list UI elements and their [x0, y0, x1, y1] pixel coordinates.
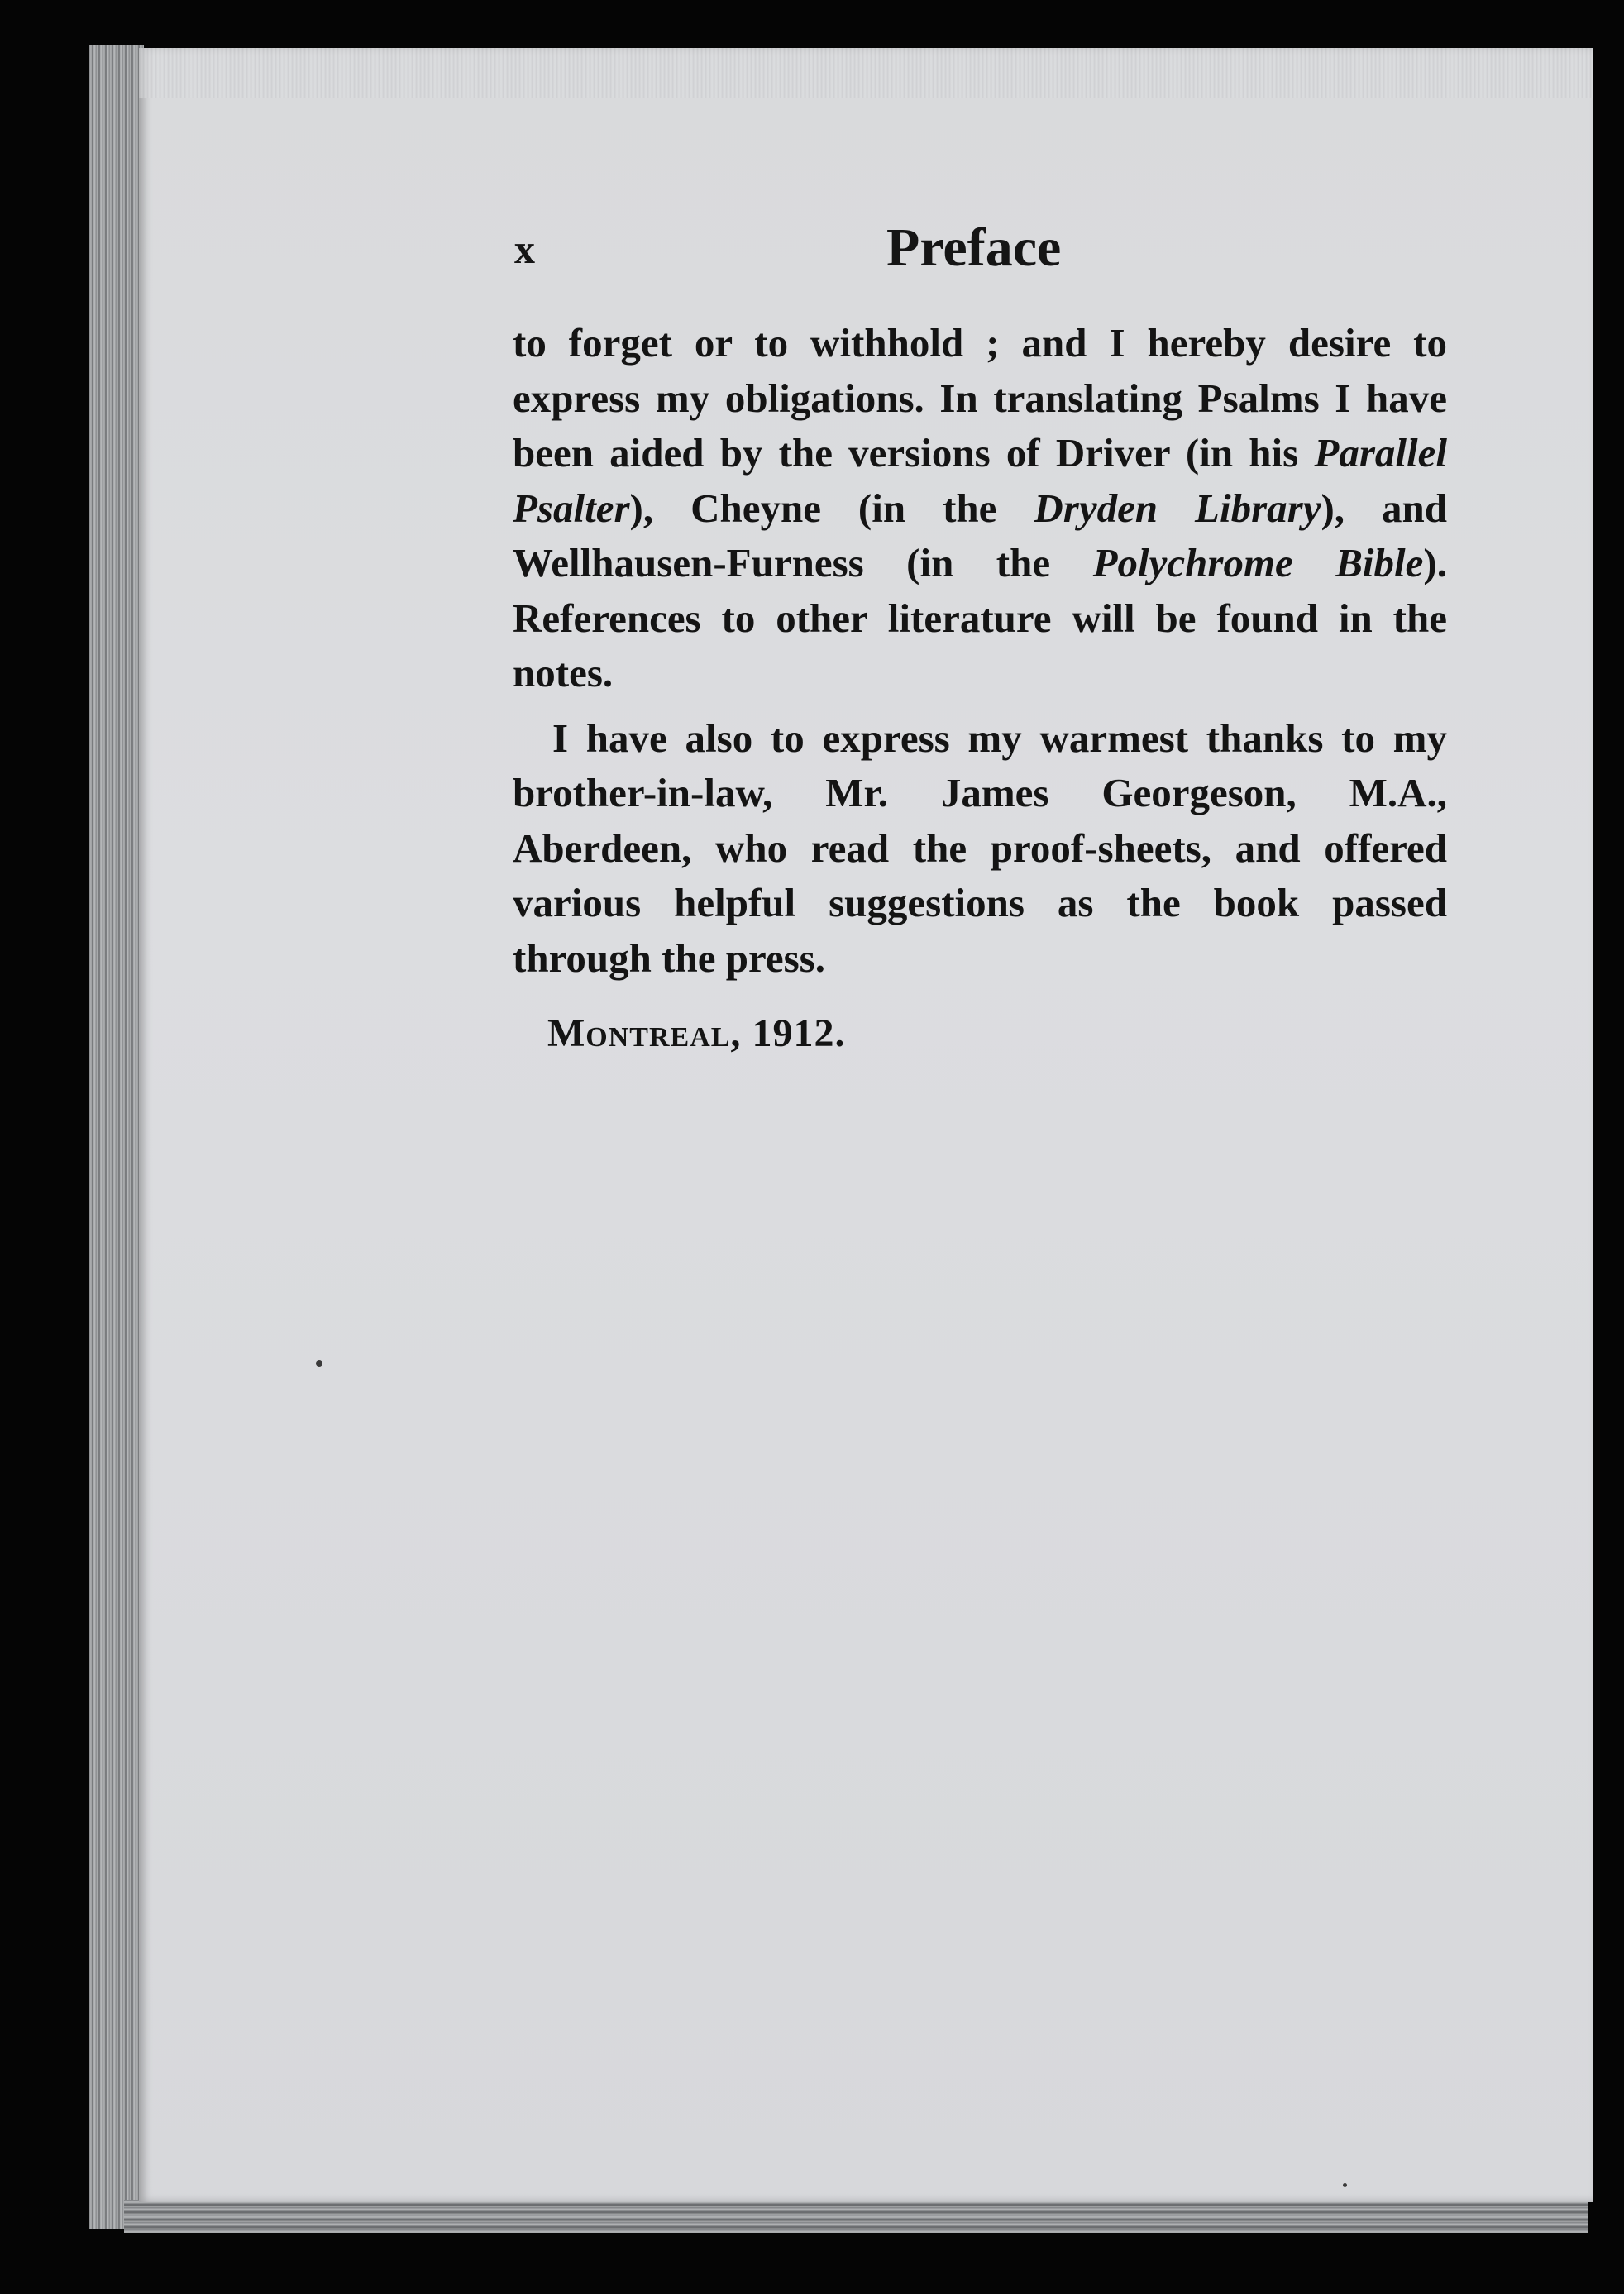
book-title-dryden-library: Dryden Library — [1034, 485, 1321, 531]
book-bottom-edge — [124, 2200, 1588, 2233]
book-title-parallel-psalter: Parallel Psalter — [513, 430, 1447, 531]
text-segment: to forget or to withhold ; and I hereby desire to express my obligations. In translating Psalms I have been aided by the versions of Driver (in his — [513, 320, 1447, 476]
book-page-edges — [89, 45, 144, 2229]
signoff-year: 1912. — [752, 1011, 846, 1055]
page-top-edge — [139, 48, 1593, 98]
text-segment: I have also to express my warmest thanks to my brother-in-law, Mr. James Georgeson, M.A., Aberdeen, who read the proof-sheets, and offered various helpful suggestions as the book passed through the press. — [513, 714, 1447, 981]
signoff — [547, 1011, 845, 1056]
paragraph-1 — [513, 316, 1447, 701]
signoff-place: Montreal, — [547, 1011, 742, 1055]
text-segment: ), Cheyne (in the — [629, 485, 1034, 531]
page-number: x — [514, 226, 536, 272]
dust-speck — [1343, 2183, 1347, 2187]
text-segment: ). References to other literature will be found in the notes. — [513, 540, 1447, 695]
paragraph-2 — [513, 711, 1447, 987]
running-head — [514, 217, 1440, 291]
running-title: Preface — [886, 217, 1062, 278]
book-title-polychrome-bible: Polychrome Bible — [1092, 540, 1424, 585]
dust-speck — [316, 1360, 322, 1367]
text-segment: ), and Wellhausen-Furness (in the — [513, 485, 1447, 585]
preface-body — [513, 316, 1447, 986]
